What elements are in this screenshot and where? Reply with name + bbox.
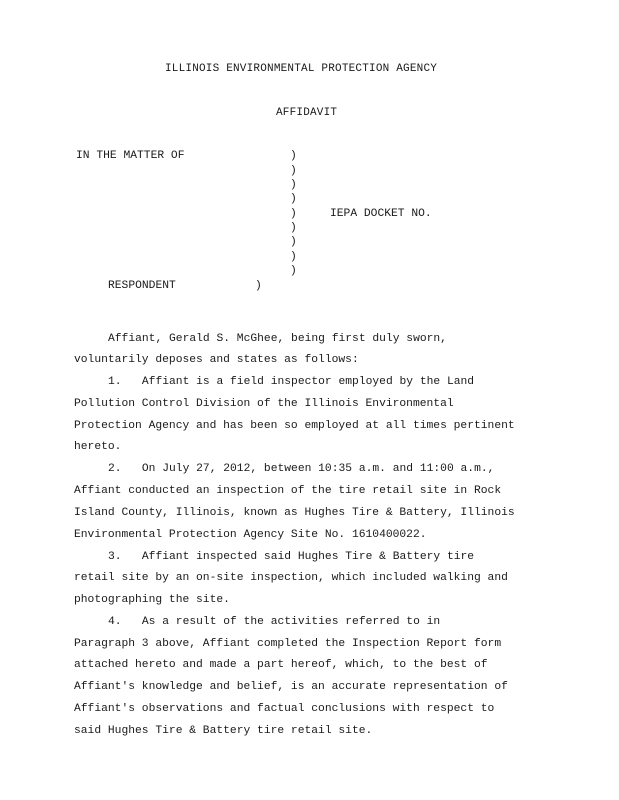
caption-bracket: ) — [290, 265, 297, 277]
body-line: Island County, Illinois, known as Hughes Tire & Battery, Illinois — [74, 507, 515, 519]
body-line: retail site by an on-site inspection, which included walking and — [74, 572, 508, 584]
agency-heading: ILLINOIS ENVIRONMENTAL PROTECTION AGENCY — [165, 63, 438, 75]
body-line: Affiant conducted an inspection of the tire retail site in Rock — [74, 485, 502, 497]
body-line: hereto. — [74, 441, 122, 453]
caption-bracket: ) — [290, 236, 297, 248]
caption-bracket: ) — [290, 208, 297, 220]
caption-bracket: ) — [290, 179, 297, 191]
body-line: 3. Affiant inspected said Hughes Tire & Battery tire — [108, 551, 475, 563]
body-line: Paragraph 3 above, Affiant completed the Inspection Report form — [74, 638, 502, 650]
caption-bracket: ) — [290, 251, 297, 263]
body-line: Environmental Protection Agency Site No. 1610400022. — [74, 529, 427, 541]
respondent-label: RESPONDENT — [108, 280, 176, 292]
respondent-bracket: ) — [255, 280, 262, 292]
caption-bracket: ) — [290, 165, 297, 177]
docket-label: IEPA DOCKET NO. — [330, 208, 432, 220]
body-line: attached hereto and made a part hereof, which, to the best of — [74, 659, 488, 671]
caption-bracket: ) — [290, 222, 297, 234]
body-line: 4. As a result of the activities referred to in — [108, 616, 441, 628]
body-line: Affiant's knowledge and belief, is an accurate representation of — [74, 681, 508, 693]
caption-bracket: ) — [290, 150, 297, 162]
body-line: voluntarily deposes and states as follows: — [74, 354, 359, 366]
body-line: photographing the site. — [74, 594, 230, 606]
body-line: 1. Affiant is a field inspector employed by the Land — [108, 376, 475, 388]
body-line: Pollution Control Division of the Illinois Environmental — [74, 398, 454, 410]
body-line: Affiant's observations and factual conclusions with respect to — [74, 703, 495, 715]
body-line: 2. On July 27, 2012, between 10:35 a.m. and 11:00 a.m., — [108, 463, 495, 475]
body-line: said Hughes Tire & Battery tire retail site. — [74, 725, 373, 737]
document-title: AFFIDAVIT — [276, 107, 338, 119]
caption-bracket: ) — [290, 193, 297, 205]
body-line: Protection Agency and has been so employed at all times pertinent — [74, 420, 515, 432]
body-line: Affiant, Gerald S. McGhee, being first duly sworn, — [108, 333, 447, 345]
matter-label: IN THE MATTER OF — [76, 150, 185, 162]
